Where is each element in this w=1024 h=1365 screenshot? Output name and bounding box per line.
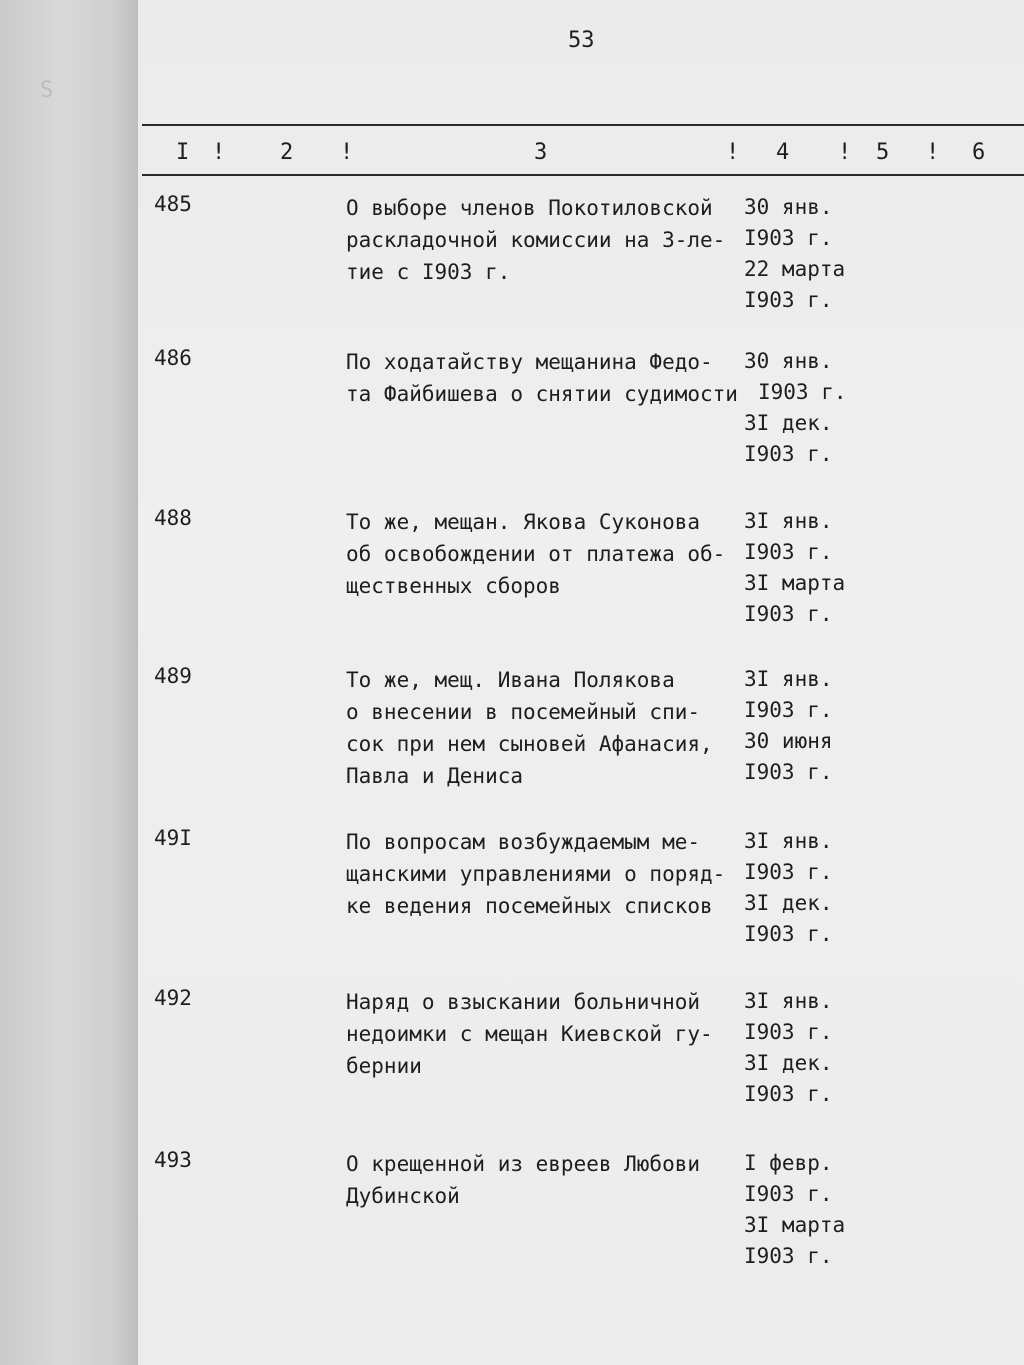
description-line: щественных сборов <box>346 574 561 598</box>
date-line: I903 г. <box>744 442 833 466</box>
column-separator: ! <box>838 140 852 165</box>
date-line: I903 г. <box>744 1082 833 1106</box>
column-header-3: 3 <box>534 140 548 165</box>
column-separator: ! <box>212 140 226 165</box>
entry-dates <box>744 192 845 316</box>
entry-dates <box>744 346 847 470</box>
entry-description <box>346 192 736 288</box>
date-line: 3I янв. <box>744 509 833 533</box>
date-line: I903 г. <box>758 380 847 404</box>
entry-number: 486 <box>154 346 192 370</box>
column-separator: ! <box>926 140 940 165</box>
column-header-1: I <box>176 140 190 165</box>
column-header-4: 4 <box>776 140 790 165</box>
entry-number: 485 <box>154 192 192 216</box>
date-line: I903 г. <box>744 860 833 884</box>
date-line: I903 г. <box>744 922 833 946</box>
entry-description <box>346 346 736 410</box>
column-separator: ! <box>340 140 354 165</box>
date-line: 3I дек. <box>744 1051 833 1075</box>
description-line: недоимки с мещан Киевской гу- <box>346 1022 713 1046</box>
binding-mark: S <box>40 78 74 103</box>
entry-dates <box>744 664 833 788</box>
date-line: I903 г. <box>744 760 833 784</box>
description-line: То же, мещ. Ивана Полякова <box>346 668 675 692</box>
date-line: 3I марта <box>744 1213 846 1237</box>
entry-description <box>346 664 736 792</box>
date-line: 30 янв. <box>744 195 833 219</box>
entry-number: 492 <box>154 986 192 1010</box>
date-line: I903 г. <box>744 1020 833 1044</box>
column-header-2: 2 <box>280 140 294 165</box>
date-line: 22 марта <box>744 257 846 281</box>
date-line: 3I дек. <box>744 891 833 915</box>
date-line: 3I янв. <box>744 829 833 853</box>
date-line: I903 г. <box>744 698 833 722</box>
entry-number: 489 <box>154 664 192 688</box>
description-line: раскладочной комиссии на 3-ле- <box>346 228 726 252</box>
date-line: I903 г. <box>744 540 833 564</box>
entry-number: 488 <box>154 506 192 530</box>
date-line: 3I дек. <box>744 411 833 435</box>
description-line: та Файбишева о снятии судимости <box>346 382 738 406</box>
date-line: I903 г. <box>744 226 833 250</box>
description-line: сок при нем сыновей Афанасия, <box>346 732 713 756</box>
date-line: I903 г. <box>744 1182 833 1206</box>
column-header-5: 5 <box>876 140 890 165</box>
entry-description <box>346 1148 736 1212</box>
page-number: 53 <box>568 28 595 53</box>
description-line: о внесении в посемейный спи- <box>346 700 701 724</box>
date-line: I903 г. <box>744 288 833 312</box>
date-line: I903 г. <box>744 1244 833 1268</box>
description-line: По вопросам возбуждаемым ме- <box>346 830 701 854</box>
header-rule-bottom <box>142 174 1024 176</box>
date-line: 3I марта <box>744 571 846 595</box>
entry-number: 49I <box>154 826 192 850</box>
date-line: 30 янв. <box>744 349 833 373</box>
description-line: ке ведения посемейных списков <box>346 894 713 918</box>
page-binding <box>0 0 150 1365</box>
entry-number: 493 <box>154 1148 192 1172</box>
entry-dates <box>744 1148 845 1272</box>
entry-description <box>346 506 736 602</box>
date-line: I февр. <box>744 1151 833 1175</box>
date-line: I903 г. <box>744 602 833 626</box>
description-line: О крещенной из евреев Любови <box>346 1152 701 1176</box>
description-line: По ходатайству мещанина Федо- <box>346 350 713 374</box>
date-line: 30 июня <box>744 729 833 753</box>
entry-dates <box>744 506 845 630</box>
date-line: 3I янв. <box>744 989 833 1013</box>
description-line: Павла и Дениса <box>346 764 524 788</box>
entry-description <box>346 986 736 1082</box>
description-line: тие с I903 г. <box>346 260 511 284</box>
date-line: 3I янв. <box>744 667 833 691</box>
description-line: об освобождении от платежа об- <box>346 542 726 566</box>
header-rule-top <box>142 124 1024 126</box>
description-line: Дубинской <box>346 1184 460 1208</box>
description-line: О выборе членов Покотиловской <box>346 196 713 220</box>
entry-dates <box>744 826 833 950</box>
description-line: бернии <box>346 1054 422 1078</box>
description-line: щанскими управлениями о поряд- <box>346 862 726 886</box>
entry-dates <box>744 986 833 1110</box>
description-line: То же, мещан. Якова Суконова <box>346 510 701 534</box>
description-line: Наряд о взыскании больничной <box>346 990 701 1014</box>
entry-description <box>346 826 736 922</box>
column-header-6: 6 <box>972 140 986 165</box>
column-separator: ! <box>726 140 740 165</box>
